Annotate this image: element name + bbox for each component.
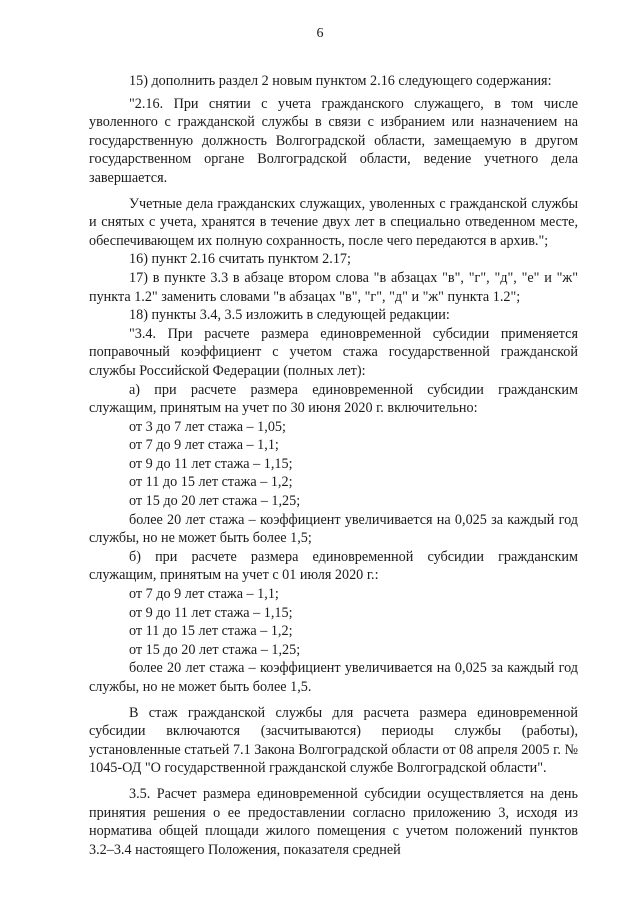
list-item: от 15 до 20 лет стажа – 1,25; <box>129 493 301 510</box>
paragraph-item-17: 17) в пункте 3.3 в абзаце втором слова "в абзацах "в", "г", "д", "е" и "ж" пункта 1.2" заменить словами "в абзацах "в", "г", "д" и "ж" пункта 1.2"; <box>89 269 578 305</box>
list-item: более 20 лет стажа – коэффициент увеличивается на 0,025 за каждый год службы, но не может быть более 1,5. <box>89 660 578 695</box>
list-item: от 7 до 9 лет стажа – 1,1; <box>129 437 279 454</box>
paragraph-service-length: В стаж гражданской службы для расчета размера единовременной субсидии включаются (засчитываются) периоды службы (работы), установленные статьей 7.1 Закона Волгоградской области от 08 апреля 2005 г. № 1045-ОД "О государственной гражданской службе Волгоградской области". <box>89 704 578 777</box>
document-body <box>89 72 578 859</box>
list-item: от 3 до 7 лет стажа – 1,05; <box>129 418 286 435</box>
list-item: от 11 до 15 лет стажа – 1,2; <box>129 623 293 640</box>
list-item: от 11 до 15 лет стажа – 1,2; <box>129 474 293 491</box>
paragraph-clause-2-16: "2.16. При снятии с учета гражданского служащего, в том числе уволенного с гражданской службы в связи с избранием или назначением на государственную должность Волгоградской области, замещаемую в другом государственном органе Волгоградской области, ведение учетного дела завершается. <box>89 95 578 186</box>
paragraph-item-16: 16) пункт 2.16 считать пунктом 2.17; <box>129 251 351 268</box>
paragraph-archive: Учетные дела гражданских служащих, уволенных с гражданской службы и снятых с учета, хранятся в течение двух лет в специально отведенном месте, обеспечивающем их полную сохранность, после чего передаются в архив."; <box>89 195 578 249</box>
paragraph-clause-3-4: "3.4. При расчете размера единовременной субсидии применяется поправочный коэффициент с учетом стажа государственной гражданской службы Российской Федерации (полных лет): <box>89 325 578 379</box>
paragraph-subitem-a: а) при расчете размера единовременной субсидии гражданским служащим, принятым на учет по 30 июня 2020 г. включительно: <box>89 381 578 417</box>
paragraph-clause-3-5: 3.5. Расчет размера единовременной субсидии осуществляется на день принятия решения о ее предоставлении согласно приложению 3, исходя из норматива общей площади жилого помещения с учетом положений пунктов 3.2–3.4 настоящего Положения, показателя средней <box>89 785 578 858</box>
list-item: от 9 до 11 лет стажа – 1,15; <box>129 455 293 472</box>
list-item: более 20 лет стажа – коэффициент увеличивается на 0,025 за каждый год службы, но не может быть более 1,5; <box>89 511 578 547</box>
page-number: 6 <box>316 26 324 41</box>
paragraph-subitem-b: б) при расчете размера единовременной субсидии гражданским служащим, принятым на учет с 01 июля 2020 г.: <box>89 548 578 584</box>
paragraph-item-18: 18) пункты 3.4, 3.5 изложить в следующей редакции: <box>129 307 450 324</box>
list-item: от 9 до 11 лет стажа – 1,15; <box>129 604 293 621</box>
paragraph-item-15: 15) дополнить раздел 2 новым пунктом 2.16 следующего содержания: <box>129 73 552 89</box>
list-item: от 7 до 9 лет стажа – 1,1; <box>129 586 279 603</box>
list-item: от 15 до 20 лет стажа – 1,25; <box>129 641 301 658</box>
